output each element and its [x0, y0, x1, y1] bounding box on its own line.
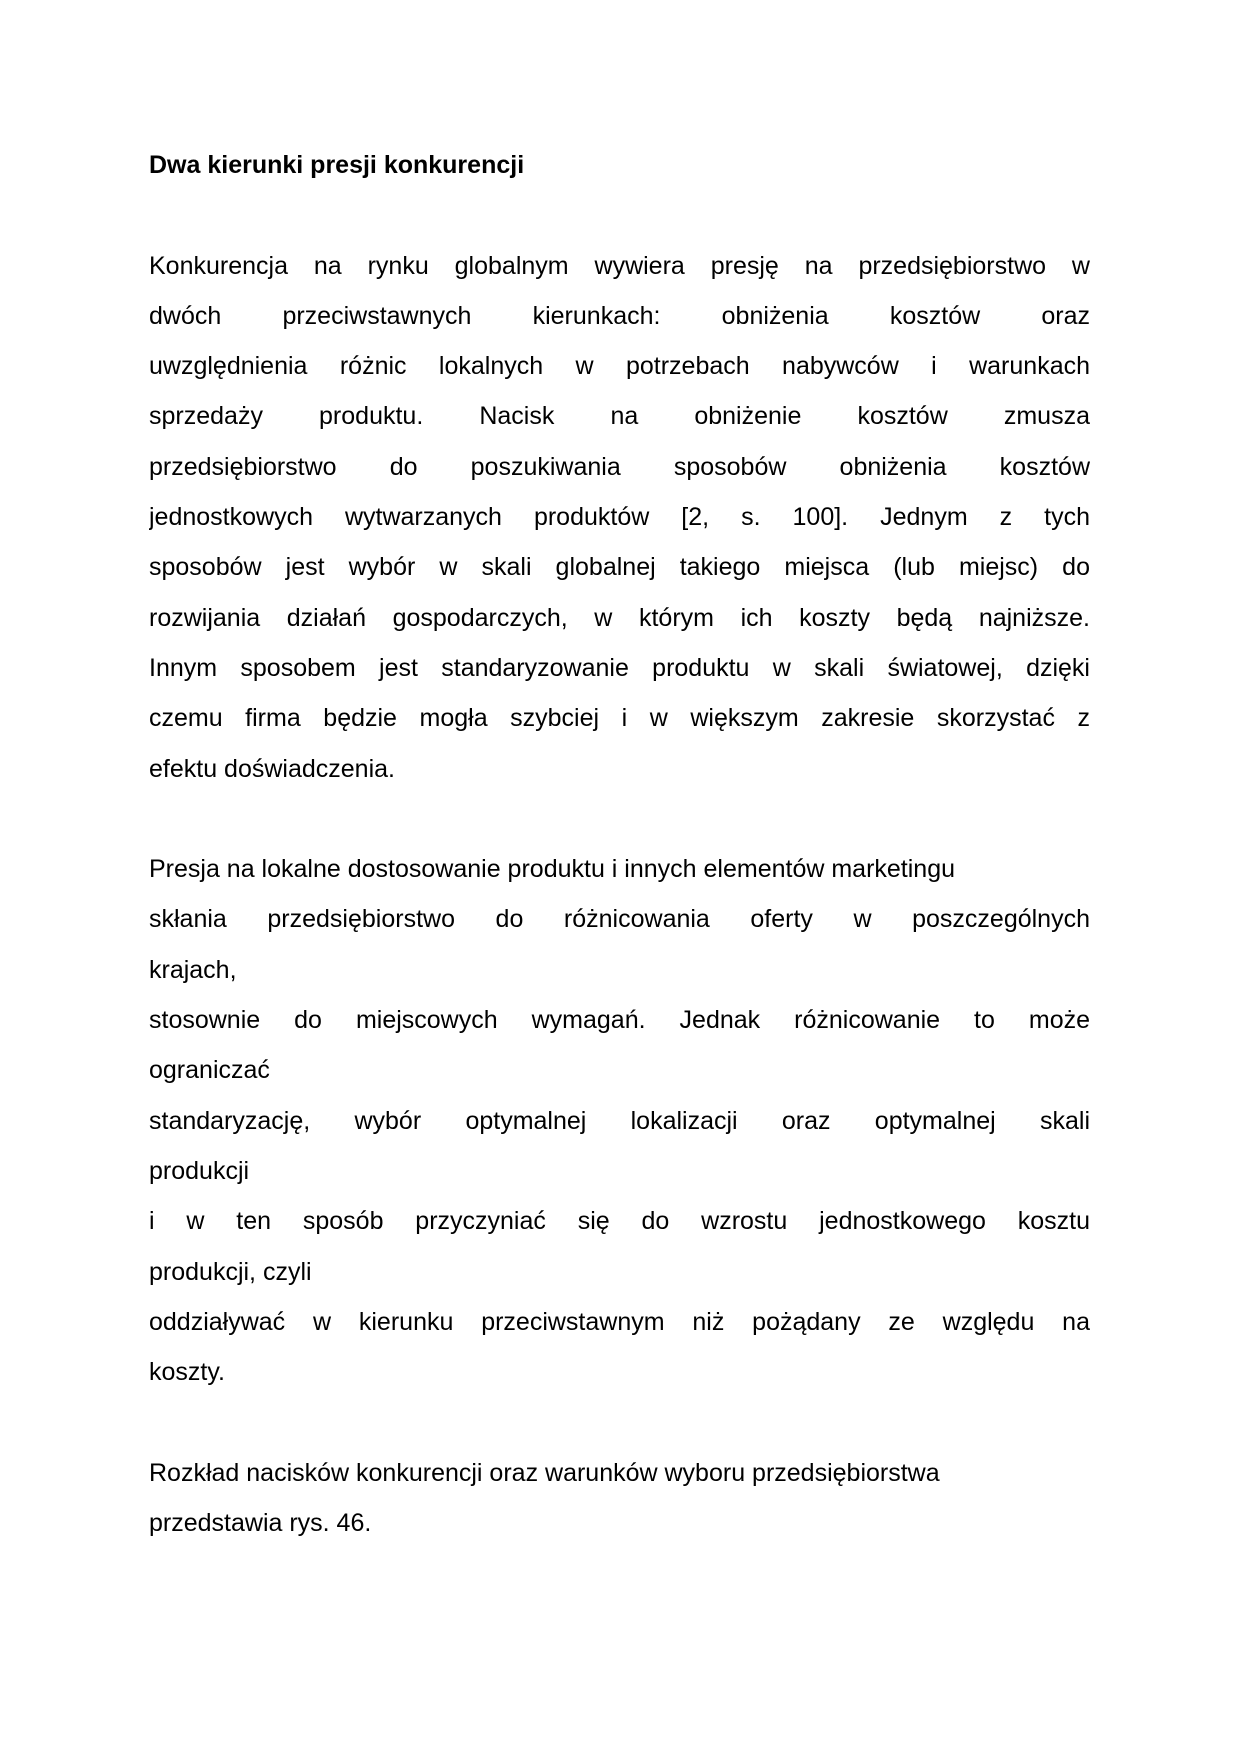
text-line: stosownie do miejscowych wymagań. Jednak różnicowanie to może [149, 1006, 1090, 1035]
text-line: koszty. [149, 1358, 225, 1387]
text-line: czemu firma będzie mogła szybciej i w większym zakresie skorzystać z [149, 704, 1090, 733]
text-line: efektu doświadczenia. [149, 754, 395, 783]
document-body [149, 241, 1090, 1549]
text-line: Konkurencja na rynku globalnym wywiera presję na przedsiębiorstwo w [149, 251, 1090, 280]
paragraph [149, 241, 1090, 794]
text-line: Innym sposobem jest standaryzowanie produktu w skali światowej, dzięki [149, 653, 1090, 682]
document-page [149, 140, 1090, 1599]
text-line: jednostkowych wytwarzanych produktów [2, s. 100]. Jednym z tych [149, 503, 1090, 532]
text-line: produkcji [149, 1156, 250, 1185]
text-line: przedstawia rys. 46. [149, 1509, 372, 1538]
text-line: krajach, [149, 955, 237, 984]
text-line: produkcji, czyli [149, 1257, 312, 1286]
text-line: przedsiębiorstwo do poszukiwania sposobów obniżenia kosztów [149, 452, 1090, 481]
text-line: dwóch przeciwstawnych kierunkach: obniżenia kosztów oraz [149, 301, 1090, 330]
paragraph [149, 844, 1090, 1397]
text-line: sprzedaży produktu. Nacisk na obniżenie kosztów zmusza [149, 402, 1090, 431]
text-line: oddziaływać w kierunku przeciwstawnym niż pożądany ze względu na [149, 1307, 1090, 1336]
text-line: uwzględnienia różnic lokalnych w potrzebach nabywców i warunkach [149, 352, 1090, 381]
text-line: rozwijania działań gospodarczych, w którym ich koszty będą najniższe. [149, 603, 1090, 632]
text-line: skłania przedsiębiorstwo do różnicowania oferty w poszczególnych [149, 905, 1090, 934]
text-line: i w ten sposób przyczyniać się do wzrostu jednostkowego kosztu [149, 1207, 1090, 1236]
paragraph [149, 1448, 1090, 1549]
text-line: Rozkład nacisków konkurencji oraz warunków wyboru przedsiębiorstwa [149, 1458, 940, 1487]
text-line: ograniczać [149, 1056, 270, 1085]
text-line: sposobów jest wybór w skali globalnej takiego miejsca (lub miejsc) do [149, 553, 1090, 582]
text-line: standaryzację, wybór optymalnej lokalizacji oraz optymalnej skali [149, 1106, 1090, 1135]
text-line: Presja na lokalne dostosowanie produktu i innych elementów marketingu [149, 855, 956, 884]
document-title: Dwa kierunki presji konkurencji [149, 151, 525, 179]
